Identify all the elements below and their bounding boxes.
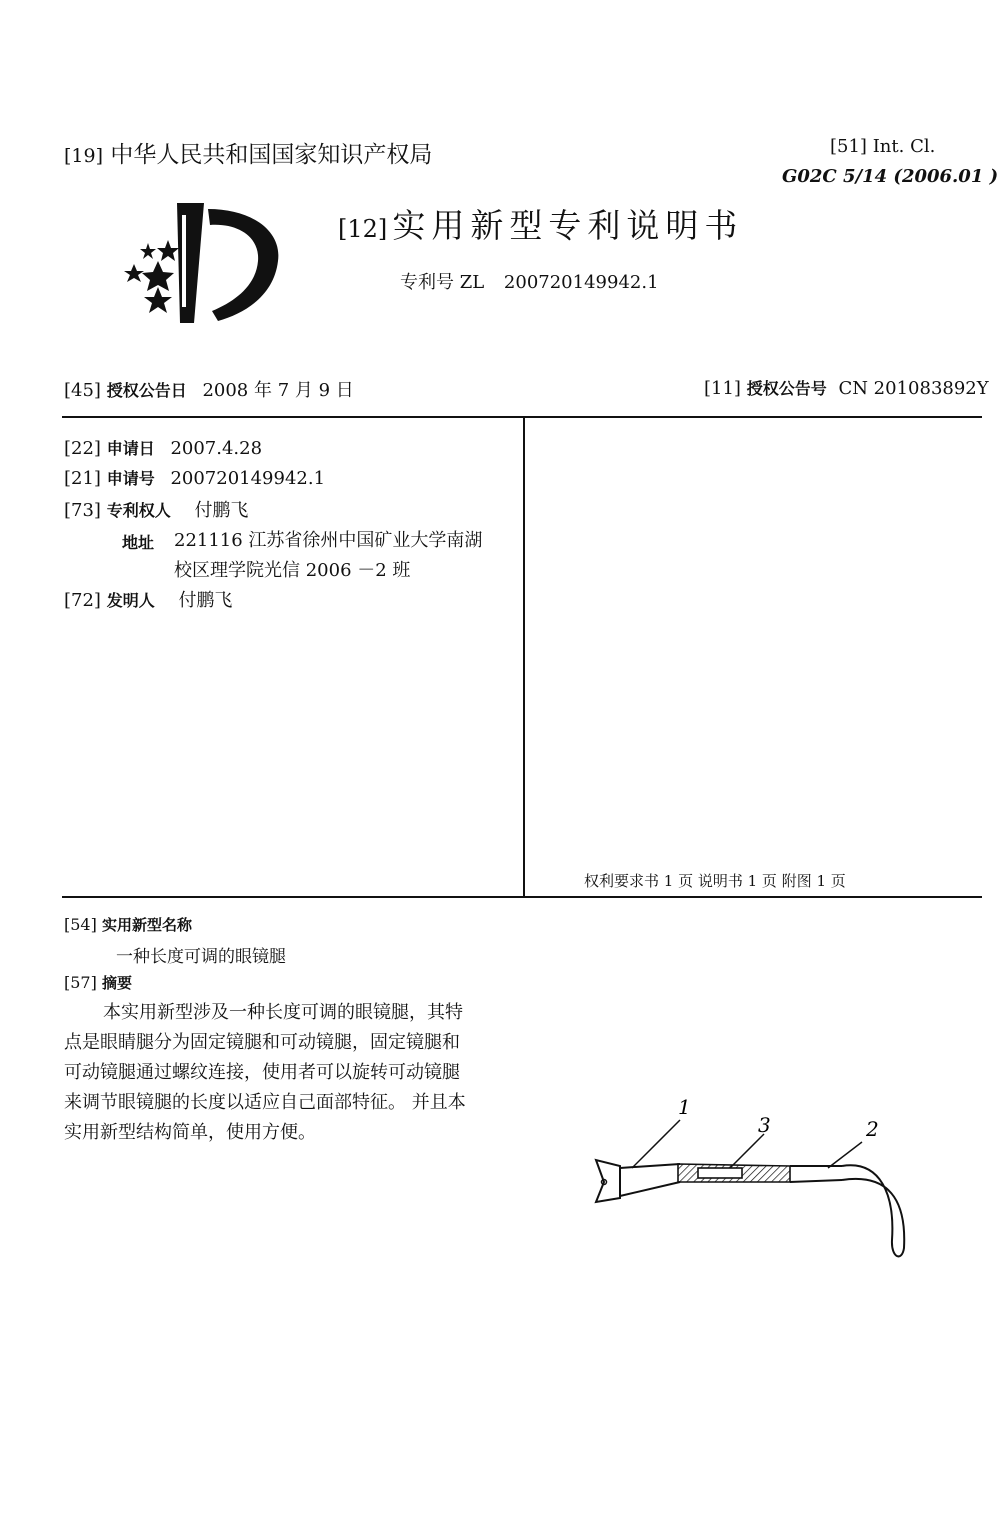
- address-line-2: 校区理学院光信 2006 －2 班: [174, 560, 411, 581]
- patentee-code: [73]: [64, 500, 101, 521]
- title-label: 实用新型名称: [101, 916, 192, 934]
- patentee: 付鹏飞: [194, 500, 249, 521]
- abstract-line: 本实用新型涉及一种长度可调的眼镜腿，其特: [103, 1002, 463, 1023]
- grant-number-line: [704, 376, 989, 399]
- abstract-heading: [64, 972, 132, 993]
- doc-type-title: 实用新型专利说明书: [392, 206, 744, 245]
- address-label: 地址: [122, 533, 155, 552]
- intcl-line: [830, 136, 935, 157]
- patentee-row: [64, 496, 248, 522]
- patent-number-line: [400, 268, 659, 294]
- title-code: [54]: [64, 915, 97, 934]
- grant-no: CN 201083892Y: [838, 378, 989, 399]
- patent-no-label: 专利号 ZL: [400, 272, 485, 293]
- app-no-label: 申请号: [106, 469, 155, 488]
- grant-no-code: [11]: [704, 378, 741, 399]
- office-line: [64, 136, 432, 169]
- inventor-row: [64, 586, 232, 612]
- intcl-label: Int. Cl.: [872, 136, 936, 157]
- callout-3: 3: [758, 1113, 771, 1137]
- abstract-line: 实用新型结构简单，使用方便。: [64, 1122, 316, 1143]
- utility-model-name: 一种长度可调的眼镜腿: [116, 947, 286, 967]
- address-line-1: 221116 江苏省徐州中国矿业大学南湖: [174, 530, 483, 551]
- cnipa-logo-icon: [120, 195, 285, 330]
- filing-date-label: 申请日: [106, 439, 155, 458]
- abstract-line: 来调节眼镜腿的长度以适应自己面部特征。 并且本: [64, 1092, 466, 1113]
- app-no-code: [21]: [64, 468, 101, 489]
- bottom-rule: [62, 896, 982, 898]
- application-number-row: [64, 466, 325, 489]
- filing-date-code: [22]: [64, 438, 101, 459]
- inventor-label: 发明人: [106, 591, 155, 610]
- grant-date-line: [64, 376, 354, 402]
- inventor: 付鹏飞: [178, 590, 233, 611]
- callout-2: 2: [866, 1117, 879, 1141]
- patentee-label: 专利权人: [106, 501, 171, 520]
- inventor-code: [72]: [64, 590, 101, 611]
- abstract-line: 点是眼睛腿分为固定镜腿和可动镜腿，固定镜腿和: [64, 1032, 460, 1053]
- office-code: [19]: [64, 145, 104, 167]
- top-rule: [62, 416, 982, 418]
- intcl-code: [51]: [830, 136, 867, 157]
- abstract-label: 摘要: [101, 974, 132, 992]
- column-divider: [523, 418, 525, 898]
- utility-model-name-heading: [64, 914, 192, 935]
- app-no: 200720149942.1: [170, 468, 326, 489]
- eyeglass-temple-figure: [580, 1090, 940, 1280]
- doc-type-line: [338, 200, 743, 247]
- filing-date: 2007.4.28: [170, 438, 263, 459]
- grant-date-label: 授权公告日: [106, 381, 187, 400]
- ipc-classification: G02C 5/14 (2006.01 ): [782, 166, 999, 187]
- page-counts: 权利要求书 1 页 说明书 1 页 附图 1 页: [584, 872, 846, 890]
- callout-1: 1: [678, 1095, 691, 1119]
- abstract-line: 可动镜腿通过螺纹连接，使用者可以旋转可动镜腿: [64, 1062, 460, 1083]
- grant-date: 2008 年 7 月 9 日: [202, 380, 354, 401]
- doc-type-code: [12]: [338, 215, 388, 243]
- patent-no: 200720149942.1: [503, 272, 659, 293]
- abstract-code: [57]: [64, 973, 97, 992]
- grant-date-code: [45]: [64, 380, 101, 401]
- grant-no-label: 授权公告号: [746, 379, 827, 398]
- filing-date-row: [64, 436, 262, 459]
- office-name: 中华人民共和国国家知识产权局: [110, 142, 433, 168]
